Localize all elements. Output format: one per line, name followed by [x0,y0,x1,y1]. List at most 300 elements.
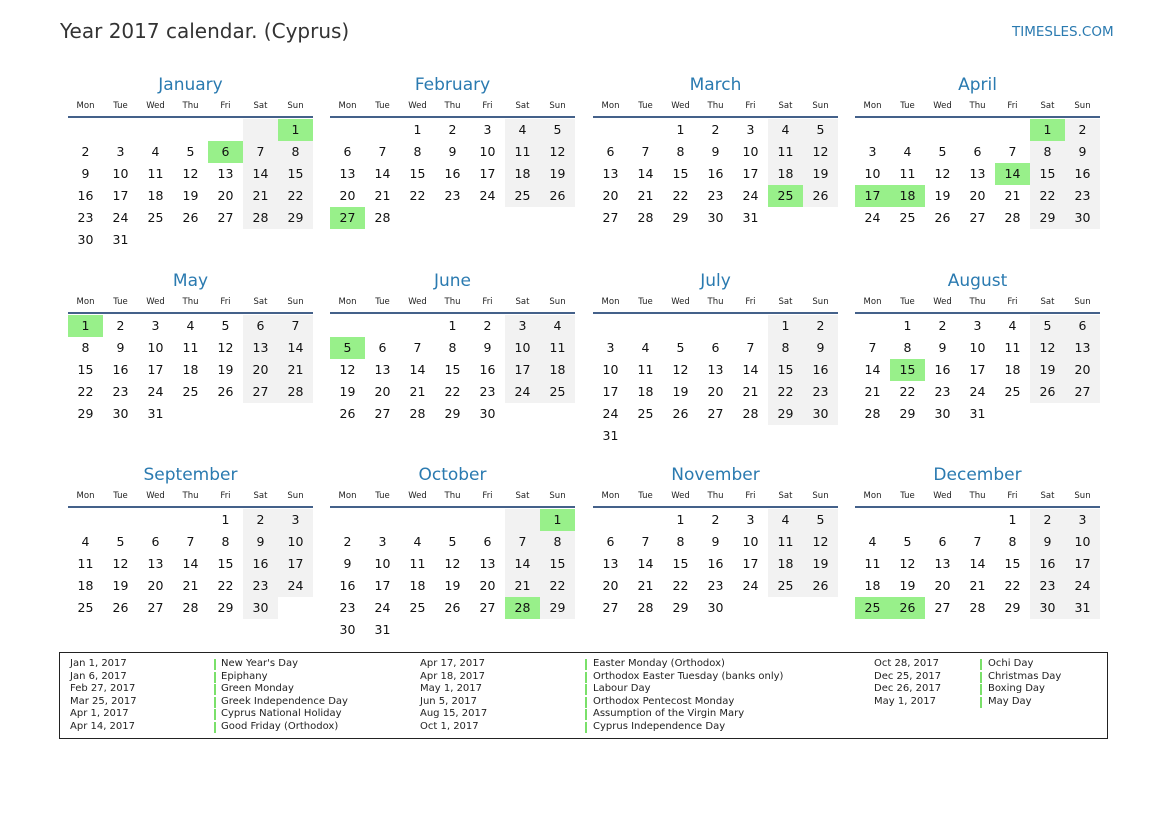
day-cell: 22 [409,188,426,203]
empty-cell [365,315,400,337]
empty-cell [663,315,698,337]
legend-marker [214,684,216,695]
weekday-label: Fri [1007,297,1018,307]
empty-cell [698,425,733,447]
legend-holiday-name: Christmas Day [988,670,1062,682]
day-cell: 19 [934,188,951,203]
day-cell: 12 [112,556,129,571]
day-cell: 12 [899,556,916,571]
day-cell: 17 [147,362,164,377]
day-cell: 18 [637,384,654,399]
day-cell: 23 [444,188,461,203]
day-cell: 25 [182,384,199,399]
weekday-label: Fri [482,101,493,111]
legend-marker [585,659,587,670]
empty-cell [68,509,103,531]
day-cell: 3 [1065,509,1100,531]
legend-holiday-name: May Day [988,695,1032,707]
empty-cell [435,207,470,229]
weekday-label: Wed [146,101,165,111]
day-cell: 27 [969,210,986,225]
day-cell: 15 [540,553,575,575]
brand-link[interactable]: TIMESLES.COM [1012,24,1114,40]
day-cell: 19 [803,553,838,575]
day-cell: 30 [1030,597,1065,619]
day-cell: 13 [969,166,986,181]
empty-cell [855,509,890,531]
week-row [330,315,575,337]
week-row [593,119,838,141]
month-january [68,74,313,251]
empty-cell [960,119,995,141]
day-cell: 1 [278,119,313,141]
empty-cell [768,597,803,619]
day-cell: 7 [378,144,387,159]
day-cell: 7 [973,534,982,549]
day-cell: 11 [77,556,94,571]
weekday-label: Tue [113,297,128,307]
day-cell: 1 [540,509,575,531]
weekday-label: Sat [253,491,268,501]
legend-date: Mar 25, 2017 [70,695,137,707]
weekday-label: Sun [1074,491,1091,501]
day-cell: 20 [147,578,164,593]
day-cell: 10 [505,337,540,359]
day-cell: 7 [278,315,313,337]
month-july [593,270,838,447]
empty-cell [330,315,365,337]
weekday-label: Thu [707,491,724,501]
day-cell: 1 [413,122,422,137]
day-cell: 30 [479,406,496,421]
day-cell: 11 [1004,340,1021,355]
day-cell: 13 [707,362,724,377]
week-row [330,531,575,553]
weekday-header [68,294,313,310]
day-cell: 21 [505,575,540,597]
day-cell: 28 [637,210,654,225]
empty-cell [540,403,575,425]
day-cell: 28 [742,406,759,421]
day-cell: 10 [1065,531,1100,553]
day-cell: 17 [479,166,496,181]
weekday-label: Mon [863,101,882,111]
day-cell: 1 [903,318,912,333]
empty-cell [733,597,768,619]
week-row [855,403,1100,425]
day-cell: 1 [1030,119,1065,141]
day-cell: 8 [448,340,457,355]
weekday-label: Fri [745,491,756,501]
day-cell: 16 [444,166,461,181]
day-cell: 7 [746,340,755,355]
month-title: October [418,465,487,485]
day-cell: 24 [969,384,986,399]
day-cell: 20 [339,188,356,203]
month-september [68,464,313,619]
day-cell: 16 [934,362,951,377]
week-row [593,531,838,553]
day-cell: 2 [711,512,720,527]
day-cell: 27 [479,600,496,615]
empty-cell [138,229,173,251]
empty-cell [208,403,243,425]
week-row [68,207,313,229]
day-cell: 7 [413,340,422,355]
weekday-label: Sun [1074,101,1091,111]
weekday-label: Tue [375,491,390,501]
month-title: February [414,75,491,95]
day-cell: 5 [330,337,365,359]
empty-cell [243,229,278,251]
month-divider [855,506,1100,508]
day-cell: 10 [479,144,496,159]
month-divider [68,506,313,508]
weekday-label: Sat [778,101,793,111]
legend-marker [214,672,216,683]
day-cell: 17 [969,362,986,377]
weekday-label: Mon [863,297,882,307]
day-cell: 27 [330,207,365,229]
day-cell: 26 [934,210,951,225]
day-cell: 25 [77,600,94,615]
day-cell: 3 [746,122,755,137]
day-cell: 18 [1004,362,1021,377]
legend-date: Oct 1, 2017 [420,721,479,732]
month-divider [330,312,575,314]
day-cell: 19 [339,384,356,399]
weekday-label: Wed [408,101,427,111]
day-cell: 4 [151,144,160,159]
day-cell: 9 [1065,141,1100,163]
weekday-label: Sun [287,101,304,111]
day-cell: 3 [868,144,877,159]
day-cell: 12 [444,556,461,571]
weekday-label: Sat [1040,491,1055,501]
empty-cell [68,119,103,141]
legend-date: Apr 14, 2017 [70,721,136,732]
empty-cell [278,403,313,425]
day-cell: 19 [1030,359,1065,381]
month-title: March [689,75,742,95]
day-cell: 14 [182,556,199,571]
day-grid [330,315,575,425]
day-cell: 15 [672,166,689,181]
day-cell: 16 [243,553,278,575]
day-cell: 8 [676,144,685,159]
week-row [330,163,575,185]
weekday-label: Mon [601,491,620,501]
day-cell: 20 [602,578,619,593]
day-cell: 14 [637,556,654,571]
day-cell: 15 [672,556,689,571]
day-cell: 16 [1065,163,1100,185]
legend-holiday-name: Epiphany [221,670,268,682]
day-cell: 27 [1065,381,1100,403]
empty-cell [803,597,838,619]
empty-cell [505,207,540,229]
empty-cell [103,509,138,531]
week-row [68,315,313,337]
empty-cell [470,509,505,531]
week-row [593,141,838,163]
day-cell: 9 [483,340,492,355]
day-cell: 3 [973,318,982,333]
empty-cell [855,119,890,141]
day-cell: 13 [217,166,234,181]
week-row [593,207,838,229]
day-cell: 2 [1030,509,1065,531]
weekday-label: Mon [338,297,357,307]
day-cell: 9 [81,166,90,181]
day-cell: 7 [243,141,278,163]
week-row [593,185,838,207]
legend-holiday-name: Cyprus Independence Day [593,721,726,732]
day-cell: 15 [278,163,313,185]
day-cell: 28 [637,600,654,615]
day-cell: 31 [147,406,164,421]
week-row [330,337,575,359]
day-grid [330,119,575,229]
day-cell: 1 [676,512,685,527]
month-divider [330,506,575,508]
day-cell: 30 [112,406,129,421]
page-title: Year 2017 calendar. (Cyprus) [60,19,350,43]
day-cell: 28 [182,600,199,615]
day-cell: 27 [217,210,234,225]
week-row [330,509,575,531]
empty-cell [995,119,1030,141]
day-cell: 21 [1004,188,1021,203]
weekday-label: Thu [444,101,461,111]
legend-holiday-name: Labour Day [593,683,651,695]
week-row [68,229,313,251]
day-cell: 4 [868,534,877,549]
weekday-label: Fri [482,491,493,501]
week-row [330,185,575,207]
week-row [593,163,838,185]
day-cell: 6 [1065,315,1100,337]
day-cell: 23 [243,575,278,597]
week-row [68,381,313,403]
day-cell: 4 [505,119,540,141]
day-cell: 14 [374,166,391,181]
day-cell: 11 [768,141,803,163]
day-cell: 23 [77,210,94,225]
day-cell: 29 [672,600,689,615]
day-cell: 1 [221,512,230,527]
day-cell: 22 [278,185,313,207]
day-cell: 4 [413,534,422,549]
empty-cell [400,315,435,337]
day-cell: 10 [374,556,391,571]
empty-cell [173,119,208,141]
weekday-label: Tue [113,101,128,111]
day-cell: 21 [864,384,881,399]
weekday-label: Tue [900,101,915,111]
day-cell: 20 [217,188,234,203]
empty-cell [470,207,505,229]
empty-cell [628,509,663,531]
day-cell: 27 [602,210,619,225]
day-cell: 31 [374,622,391,637]
day-cell: 22 [217,578,234,593]
day-cell: 10 [602,362,619,377]
month-april [855,74,1100,229]
week-row [68,553,313,575]
month-june [330,270,575,425]
day-cell: 15 [77,362,94,377]
weekday-label: Sun [1074,297,1091,307]
legend-date: Apr 1, 2017 [70,708,129,720]
day-cell: 9 [116,340,125,355]
empty-cell [330,509,365,531]
day-cell: 12 [182,166,199,181]
day-cell: 9 [243,531,278,553]
day-cell: 2 [1065,119,1100,141]
day-cell: 29 [899,406,916,421]
weekday-label: Sat [1040,101,1055,111]
day-cell: 5 [1030,315,1065,337]
weekday-label: Thu [707,297,724,307]
day-cell: 8 [903,340,912,355]
empty-cell [698,315,733,337]
month-title: September [143,465,238,485]
day-cell: 23 [934,384,951,399]
day-cell: 13 [243,337,278,359]
weekday-label: Tue [638,297,653,307]
day-cell: 16 [339,578,356,593]
month-november [593,464,838,619]
legend-date: Jan 1, 2017 [70,658,127,669]
day-cell: 3 [151,318,160,333]
day-cell: 11 [864,556,881,571]
day-cell: 6 [243,315,278,337]
weekday-label: Sun [549,491,566,501]
day-cell: 2 [116,318,125,333]
day-cell: 4 [1008,318,1017,333]
day-cell: 15 [409,166,426,181]
day-cell: 22 [672,188,689,203]
day-cell: 30 [707,600,724,615]
weekday-header [68,98,313,114]
legend-holiday-name: Assumption of the Virgin Mary [593,708,745,720]
day-cell: 5 [676,340,685,355]
day-cell: 12 [803,531,838,553]
day-cell: 26 [339,406,356,421]
day-cell: 5 [803,119,838,141]
week-row [68,141,313,163]
day-cell: 6 [343,144,352,159]
empty-cell [138,119,173,141]
weekday-label: Mon [76,297,95,307]
day-cell: 4 [903,144,912,159]
legend-date: Dec 26, 2017 [874,683,942,695]
empty-cell [593,509,628,531]
empty-cell [540,619,575,641]
empty-cell [243,119,278,141]
day-cell: 31 [742,210,759,225]
holiday-legend [59,652,1108,739]
day-cell: 12 [672,362,689,377]
day-cell: 17 [855,185,890,207]
day-cell: 22 [672,578,689,593]
day-cell: 12 [217,340,234,355]
empty-cell [855,315,890,337]
day-cell: 20 [479,578,496,593]
day-cell: 8 [278,141,313,163]
day-cell: 28 [374,210,391,225]
day-cell: 8 [1008,534,1017,549]
weekday-label: Thu [182,491,199,501]
week-row [68,509,313,531]
day-cell: 12 [339,362,356,377]
day-cell: 18 [890,185,925,207]
day-cell: 24 [479,188,496,203]
legend-marker [980,672,982,683]
day-cell: 12 [934,166,951,181]
weekday-label: Sat [778,491,793,501]
empty-cell [593,119,628,141]
legend-holiday-name: Easter Monday (Orthodox) [593,658,725,669]
day-cell: 30 [934,406,951,421]
day-cell: 13 [1065,337,1100,359]
empty-cell [173,229,208,251]
week-row [593,403,838,425]
day-cell: 2 [938,318,947,333]
weekday-label: Thu [182,101,199,111]
day-cell: 21 [969,578,986,593]
day-cell: 17 [278,553,313,575]
day-cell: 15 [444,362,461,377]
day-cell: 30 [77,232,94,247]
weekday-label: Sun [812,297,829,307]
month-divider [68,312,313,314]
empty-cell [768,207,803,229]
day-cell: 3 [483,122,492,137]
day-cell: 22 [1004,578,1021,593]
day-cell: 27 [602,600,619,615]
month-october [330,464,575,641]
day-cell: 14 [864,362,881,377]
day-cell: 23 [707,188,724,203]
legend-marker [214,659,216,670]
day-cell: 2 [711,122,720,137]
day-cell: 18 [540,359,575,381]
weekday-label: Sat [253,297,268,307]
day-cell: 27 [374,406,391,421]
day-cell: 22 [768,381,803,403]
week-row [855,141,1100,163]
month-title: August [947,271,1008,291]
day-cell: 8 [540,531,575,553]
empty-cell [733,315,768,337]
legend-marker [214,709,216,720]
day-cell: 2 [483,318,492,333]
weekday-label: Thu [444,491,461,501]
day-cell: 28 [243,207,278,229]
day-grid [855,315,1100,425]
day-cell: 19 [112,578,129,593]
weekday-header [593,98,838,114]
day-cell: 6 [208,141,243,163]
day-cell: 8 [1030,141,1065,163]
day-cell: 10 [969,340,986,355]
day-cell: 13 [602,166,619,181]
week-row [855,597,1100,619]
day-cell: 7 [186,534,195,549]
empty-cell [243,403,278,425]
